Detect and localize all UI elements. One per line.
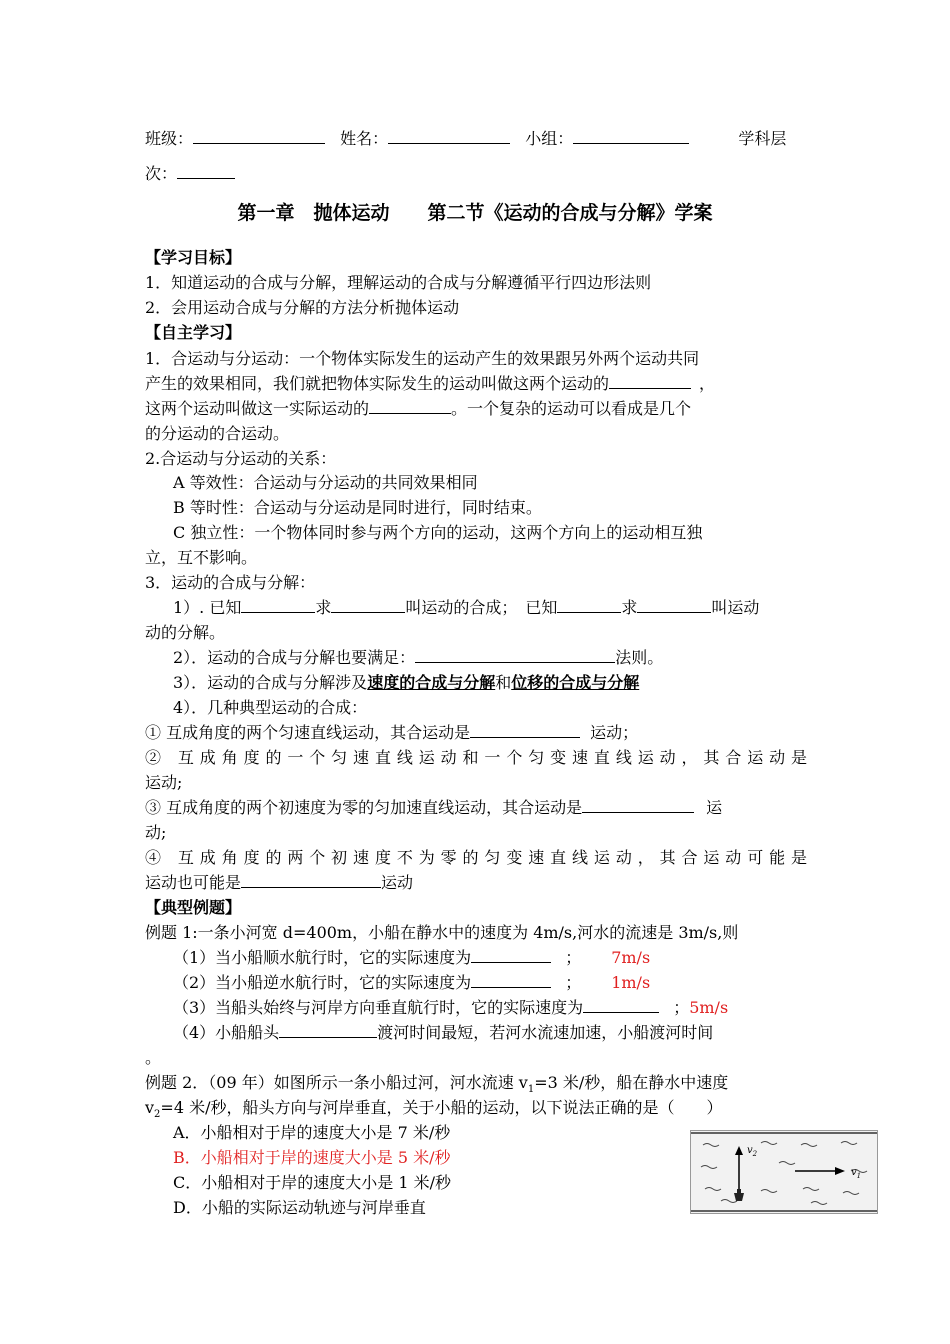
blank-field[interactable] bbox=[609, 373, 691, 389]
text-line: 的分运动的合运动。 bbox=[145, 424, 290, 443]
option-b: B．小船相对于岸的速度大小是 5 米/秒 bbox=[173, 1148, 451, 1167]
blank-field[interactable] bbox=[637, 597, 711, 613]
text-line bbox=[145, 398, 807, 422]
text-span: 渡河时间最短，若河水流速加速，小船渡河时间 bbox=[377, 1023, 714, 1042]
examples-heading: 【典型例题】 bbox=[145, 898, 242, 917]
text-span: 求 bbox=[621, 598, 638, 617]
text-span: 。一个复杂的运动可以看成是几个 bbox=[451, 399, 692, 418]
text-span: ③ 互成角度的两个初速度为零的匀加速直线运动，其合运动是 bbox=[145, 798, 583, 817]
text-span: 求 bbox=[315, 598, 332, 617]
text-line: 。 bbox=[145, 1048, 162, 1067]
name-field[interactable] bbox=[388, 128, 510, 144]
option-c: C．小船相对于岸的速度大小是 1 米/秒 bbox=[173, 1173, 451, 1192]
text-span: ， bbox=[699, 374, 716, 393]
text-line bbox=[173, 672, 807, 696]
class-field[interactable] bbox=[193, 128, 325, 144]
text-span: （4）小船船头 bbox=[173, 1023, 280, 1042]
text-span: 例题 2．（09 年）如图所示一条小船过河，河水流速 v bbox=[145, 1073, 528, 1092]
text-span: =3 米/秒，船在静水中速度 bbox=[534, 1073, 729, 1092]
blank-field[interactable] bbox=[241, 597, 315, 613]
level-field[interactable] bbox=[177, 163, 235, 179]
text-span: 运 bbox=[706, 798, 723, 817]
text-span: （1）当小船顺水航行时，它的实际速度为 bbox=[173, 948, 472, 967]
blank-field[interactable] bbox=[471, 947, 551, 963]
text-span: 这两个运动叫做这一实际运动的 bbox=[145, 399, 370, 418]
text-line: 2.合运动与分运动的关系： bbox=[145, 449, 337, 468]
text-span: 运动； bbox=[590, 723, 639, 742]
text-line bbox=[173, 597, 807, 621]
text-line: 1．合运动与分运动：一个物体实际发生的运动产生的效果跟另外两个运动共同 bbox=[145, 349, 700, 368]
text-line bbox=[145, 1097, 807, 1121]
blank-field[interactable] bbox=[582, 797, 694, 813]
text-line bbox=[173, 647, 807, 671]
text-span: ； bbox=[565, 948, 582, 967]
text-line: 运动; bbox=[145, 773, 183, 792]
option-a: A．小船相对于岸的速度大小是 7 米/秒 bbox=[173, 1123, 451, 1142]
text-line bbox=[145, 373, 807, 397]
text-line bbox=[145, 797, 807, 821]
text-line: C 独立性：一个物体同时参与两个方向的运动，这两个方向上的运动相互独 bbox=[173, 523, 703, 542]
text-span: 2）．运动的合成与分解也要满足： bbox=[173, 648, 416, 667]
v1-label: $v_1$ bbox=[851, 1167, 862, 1180]
text-line bbox=[145, 1072, 807, 1096]
text-line: 立，互不影响。 bbox=[145, 548, 258, 567]
text-line: 动的分解。 bbox=[145, 623, 226, 642]
text-span: 1）. 已知 bbox=[173, 598, 242, 617]
river-boat-figure bbox=[690, 1130, 878, 1214]
text-line bbox=[173, 972, 807, 996]
text-span: （2）当小船逆水航行时，它的实际速度为 bbox=[173, 973, 472, 992]
text-span: 叫运动 bbox=[711, 598, 760, 617]
text-line: 4）．几种典型运动的合成： bbox=[173, 698, 368, 717]
v2-label: $v_2$ bbox=[747, 1145, 758, 1158]
subscript: 2 bbox=[154, 1109, 161, 1121]
text-line: 例题 1:一条小河宽 d=400m，小船在静水中的速度为 4m/s,河水的流速是 3m/s,则 bbox=[145, 923, 739, 942]
text-span: 运动也可能是 bbox=[145, 873, 242, 892]
group-field[interactable] bbox=[573, 128, 689, 144]
text-span: 3）．运动的合成与分解涉及 bbox=[173, 673, 368, 692]
text-span: 运动 bbox=[381, 873, 414, 892]
text-span: ； bbox=[673, 998, 690, 1017]
boat-icon bbox=[734, 1193, 744, 1201]
option-d: D．小船的实际运动轨迹与河岸垂直 bbox=[173, 1198, 426, 1217]
blank-field[interactable] bbox=[369, 398, 451, 414]
text-line: A 等效性：合运动与分运动的共同效果相同 bbox=[173, 473, 478, 492]
text-line bbox=[173, 947, 807, 971]
level-label: 学科层 bbox=[738, 129, 787, 148]
emphasis-span: 速度的合成与分解 bbox=[367, 673, 496, 692]
goal-item: 1．知道运动的合成与分解，理解运动的合成与分解遵循平行四边形法则 bbox=[145, 273, 652, 292]
header-line-2 bbox=[145, 163, 807, 187]
group-label: 小组： bbox=[525, 129, 574, 148]
goal-item: 2．会用运动合成与分解的方法分析抛体运动 bbox=[145, 298, 460, 317]
level-label-cont: 次： bbox=[145, 164, 178, 183]
blank-field[interactable] bbox=[470, 722, 580, 738]
subscript: 1 bbox=[527, 1084, 535, 1096]
blank-field[interactable] bbox=[583, 997, 659, 1013]
answer-text: 5m/s bbox=[689, 998, 729, 1017]
blank-field[interactable] bbox=[557, 597, 621, 613]
name-label: 姓名： bbox=[340, 129, 389, 148]
text-line: ② 互成角度的一个匀速直线运动和一个匀变速直线运动，其合运动是 bbox=[145, 748, 807, 767]
text-span: ① 互成角度的两个匀速直线运动，其合运动是 bbox=[145, 723, 471, 742]
river-diagram bbox=[691, 1131, 877, 1213]
blank-field[interactable] bbox=[331, 597, 405, 613]
blank-field[interactable] bbox=[415, 647, 615, 663]
text-line: B 等时性：合运动与分运动是同时进行，同时结束。 bbox=[173, 498, 542, 517]
text-span: 法则。 bbox=[615, 648, 664, 667]
emphasis-span: 位移的合成与分解 bbox=[511, 673, 640, 692]
text-span: 产生的效果相同，我们就把物体实际发生的运动叫做这两个运动的 bbox=[145, 374, 610, 393]
text-line: 3．运动的合成与分解： bbox=[145, 573, 316, 592]
goals-heading: 【学习目标】 bbox=[145, 248, 242, 267]
header-line-1 bbox=[145, 128, 807, 152]
text-span: 和 bbox=[495, 673, 512, 692]
text-line bbox=[145, 872, 807, 896]
answer-text: 7m/s bbox=[611, 948, 651, 967]
text-span: （3）当船头始终与河岸方向垂直航行时，它的实际速度为 bbox=[173, 998, 584, 1017]
text-line: ④ 互成角度的两个初速度不为零的匀变速直线运动，其合运动可能是 bbox=[145, 848, 807, 867]
text-line bbox=[173, 997, 807, 1021]
text-line bbox=[173, 1022, 807, 1046]
self-study-heading: 【自主学习】 bbox=[145, 323, 242, 342]
text-span: v bbox=[145, 1098, 155, 1117]
blank-field[interactable] bbox=[241, 872, 381, 888]
text-span: =4 米/秒，船头方向与河岸垂直，关于小船的运动，以下说法正确的是（ ） bbox=[160, 1098, 723, 1117]
blank-field[interactable] bbox=[279, 1022, 377, 1038]
class-label: 班级： bbox=[145, 129, 194, 148]
page-title: 第一章 抛体运动 第二节《运动的合成与分解》学案 bbox=[237, 202, 713, 224]
answer-text: 1m/s bbox=[611, 973, 651, 992]
text-line bbox=[145, 722, 807, 746]
text-line: 动; bbox=[145, 823, 167, 842]
text-span: ； bbox=[565, 973, 582, 992]
blank-field[interactable] bbox=[471, 972, 551, 988]
text-span: 叫运动的合成； 已知 bbox=[405, 598, 558, 617]
